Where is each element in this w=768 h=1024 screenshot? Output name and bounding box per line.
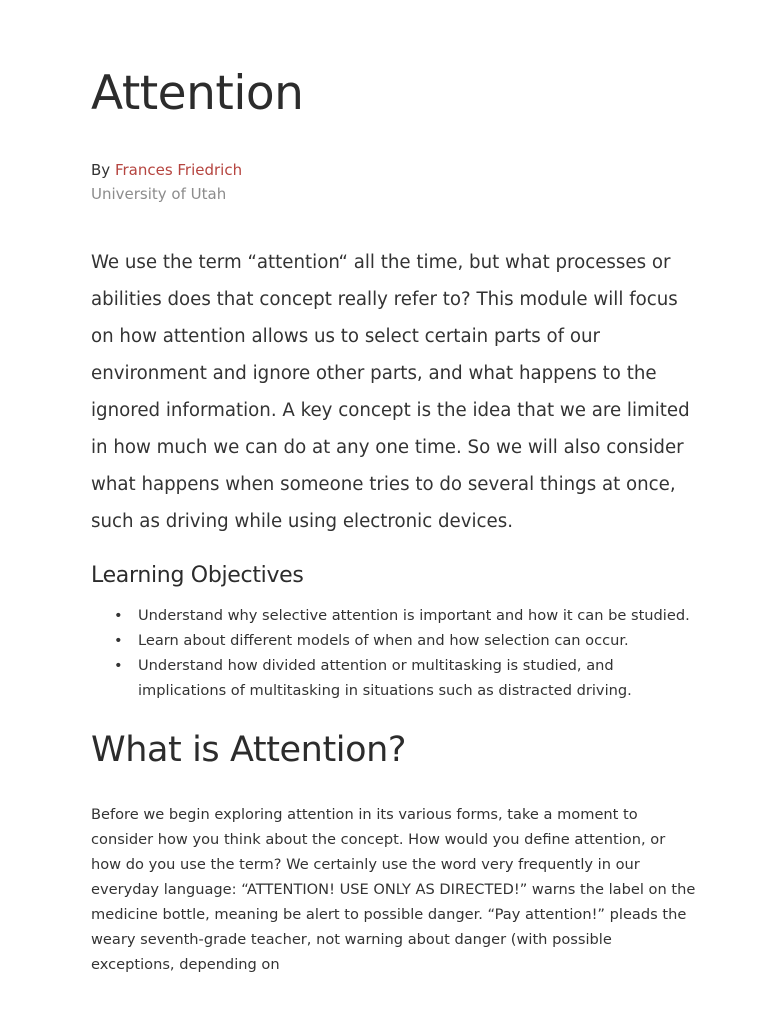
list-item	[114, 628, 696, 653]
bullet-icon: •	[114, 632, 123, 649]
learning-objectives-heading: Learning Objectives	[91, 563, 304, 588]
learning-objectives-list	[91, 603, 696, 703]
list-item-text: Understand how divided attention or multitasking is studied, and implications of multitasking in situations such as distracted driving.	[138, 657, 632, 699]
byline-prefix: By	[91, 161, 115, 179]
byline	[91, 158, 696, 182]
bullet-icon: •	[114, 657, 123, 674]
bullet-icon: •	[114, 607, 123, 624]
author-link[interactable]: Frances Friedrich	[114, 161, 243, 179]
article-title: Attention	[91, 66, 304, 121]
section-heading: What is Attention?	[91, 730, 407, 770]
section-paragraph: Before we begin exploring attention in its various forms, take a moment to consider how you think about the concept. How would you define attention, or how do you use the term? We certainly use the word very frequently in our everyday language: “ATTENTION! USE ONLY AS DIRECTED!” warns the label on the medicine bottle, meaning be alert to possible danger. “Pay attention!” pleads the weary seventh-grade teacher, not warning about danger (with possible exceptions, depending on	[91, 806, 696, 973]
list-item-text: Understand why selective attention is important and how it can be studied.	[138, 607, 690, 624]
abstract-paragraph: We use the term “attention“ all the time, but what processes or abilities does that concept really refer to? This module will focus on how attention allows us to select certain parts of our environment and ignore other parts, and what happens to the ignored information. A key concept is the idea that we are limited in how much we can do at any one time. So we will also consider what happens when someone tries to do several things at once, such as driving while using electronic devices.	[91, 252, 690, 532]
list-item	[114, 603, 696, 628]
author-affiliation: University of Utah	[91, 185, 227, 203]
list-item-text: Learn about different models of when and how selection can occur.	[138, 632, 629, 649]
list-item	[114, 653, 696, 703]
